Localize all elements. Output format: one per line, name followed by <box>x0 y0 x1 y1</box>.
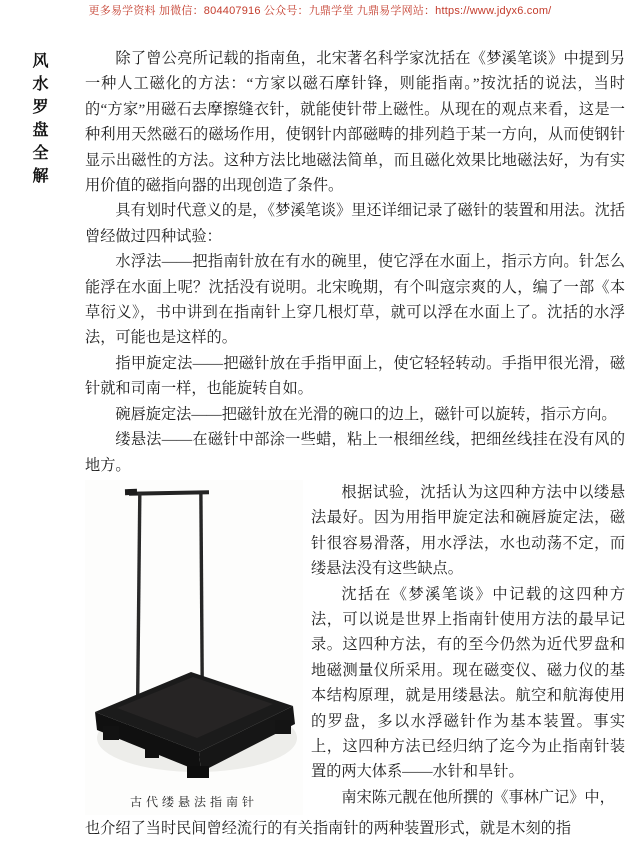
paragraph: 水浮法——把指南针放在有水的碗里，使它浮在水面上，指示方向。针怎么能浮在水面上呢？沈括没有说明。北宋晚期，有个叫寇宗爽的人，编了一部《本草衍义》，书中讲到在指南针上穿几根灯草，就可以浮在水面上了。沈括的水浮法，可能也是这样的。 <box>85 253 625 347</box>
paragraph: 具有划时代意义的是，《梦溪笔谈》里还详细记录了磁针的装置和用法。沈括曾经做过四种试验： <box>85 202 625 245</box>
figure-caption: 古代缕悬法指南针 <box>129 794 258 809</box>
figure-column <box>85 480 303 815</box>
page-body <box>85 46 625 842</box>
paragraph: 碗唇旋定法——把磁针放在光滑的碗口的边上，磁针可以旋转，指示方向。 <box>115 405 617 423</box>
paragraph: 除了曾公亮所记载的指南鱼，北宋著名科学家沈括在《梦溪笔谈》中提到另一种人工磁化的方法：“方家以磁石摩针锋，则能指南。”按沈括的说法，当时的“方家”用磁石去摩擦缝衣针，就能使针带上磁性。从现在的观点来看，这是一种利用天然磁石的磁场作用，使钢针内部磁畴的排列趋于某一方向，从而使钢针显示出磁性的方法。这种方法比地磁法简单，而且磁化效果比地磁法好，为有实用价值的磁指向器的出现创造了条件。 <box>85 50 625 195</box>
continuation-line-wrap <box>85 816 625 841</box>
right-text-column <box>311 480 625 810</box>
paragraph: 根据试验，沈括认为这四种方法中以缕悬法最好。因为用指甲旋定法和碗唇旋定法，磁针很容易滑落，用水浮法，水也动荡不定，而缕悬法没有这些缺点。 <box>311 483 625 578</box>
book-spine-title: 风水罗盘全解 <box>30 52 47 190</box>
continuation-line: 也介绍了当时民间曾经流行的有关指南针的两种装置形式，就是木刻的指 <box>85 820 571 838</box>
compass-stand-illustration <box>87 480 301 780</box>
paragraph: 指甲旋定法——把磁针放在手指甲面上，使它轻轻转动。手指甲很光滑，磁针就和司南一样，也能旋转自如。 <box>85 354 625 398</box>
promo-header-text: 更多易学资料 加微信：804407916 公众号：九鼎学堂 九鼎易学网站：https://www.jdyx6.com/ <box>88 5 552 17</box>
paragraph: 沈括在《梦溪笔谈》中记载的这四种方法，可以说是世界上指南针使用方法的最早记录。这四种方法，有的至今仍然为近代罗盘和地磁测量仪所采用。现在磁变仪、磁力仪的基本结构原理，就是用缕悬法。航空和航海使用的罗盘，多以水浮磁针作为基本装置。事实上，这四种方法已经归纳了迄今为止指南针装置的两大体系——水针和旱针。 <box>311 585 625 781</box>
figure-and-text-columns <box>85 480 625 815</box>
paragraph: 南宋陈元靓在他所撰的《事林广记》中， <box>341 788 615 806</box>
compass-stand-photo <box>85 480 303 815</box>
paragraph: 缕悬法——在磁针中部涂一些蜡，粘上一根细丝线，把细丝线挂在没有风的地方。 <box>85 431 625 474</box>
